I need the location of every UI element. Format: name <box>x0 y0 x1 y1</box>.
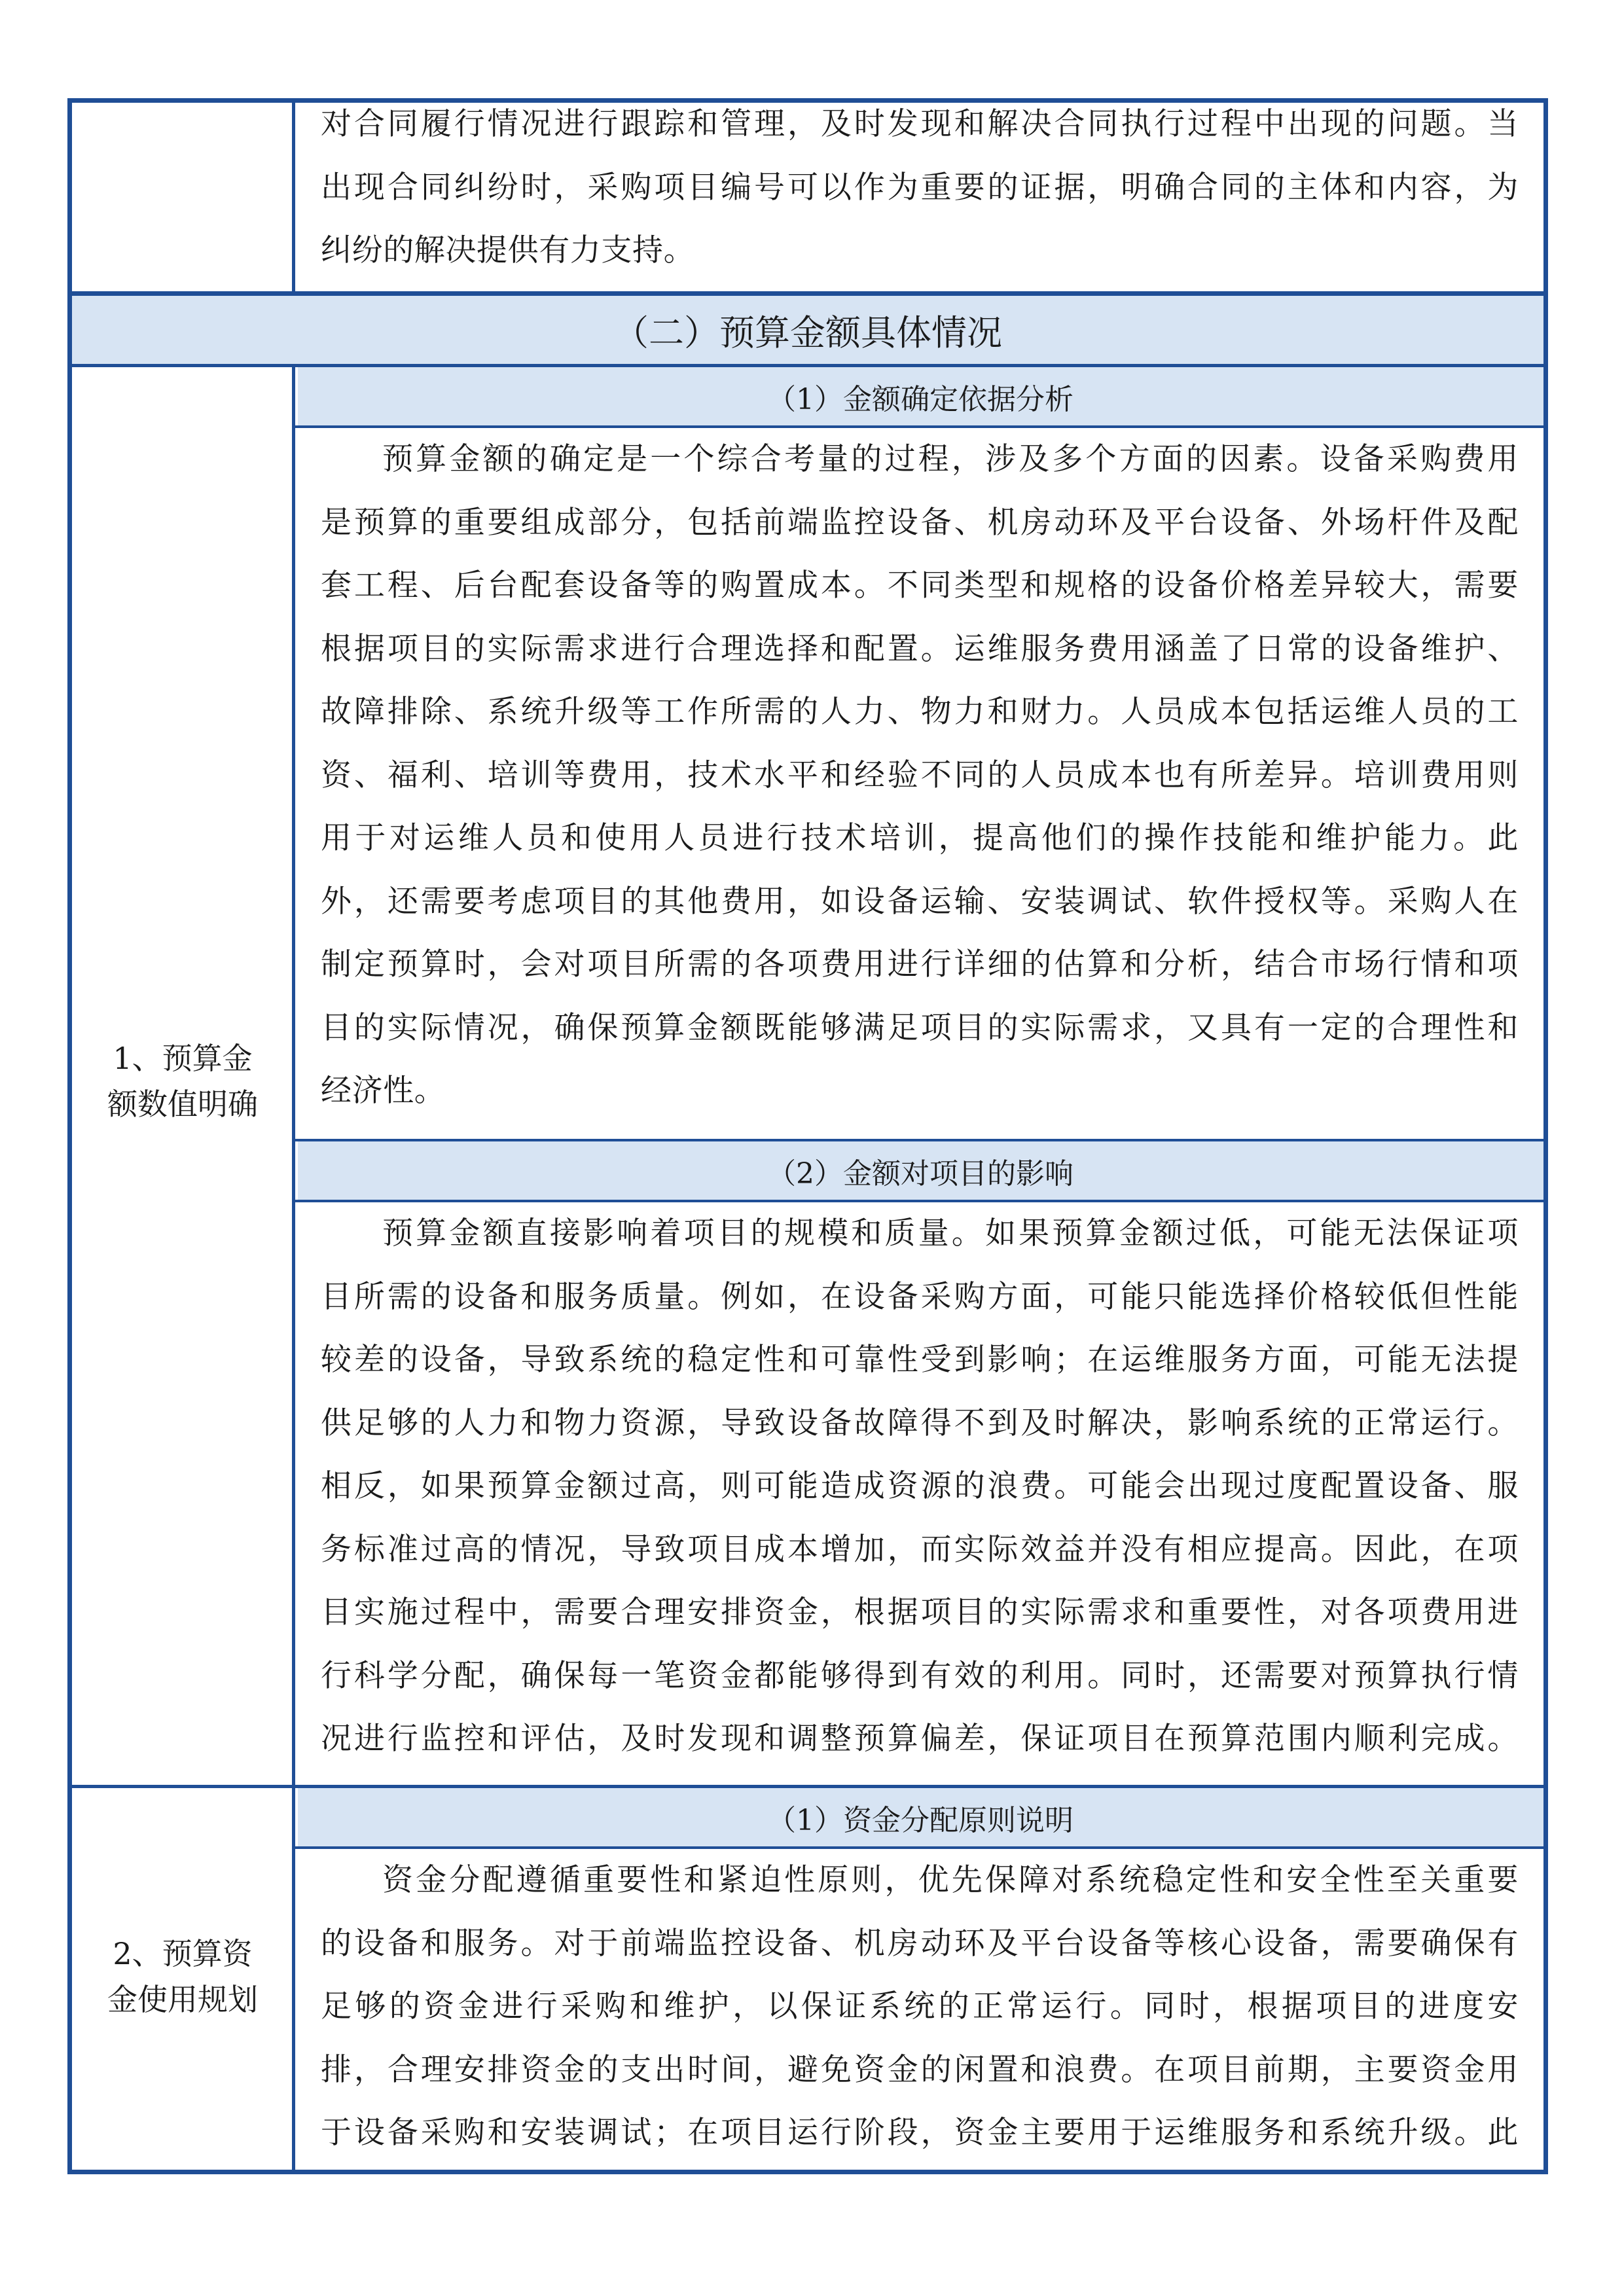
text-line: 制定预算时，会对项目所需的各项费用进行详细的估算和分析，结合市场行情和项 <box>321 946 1519 982</box>
text-line: 于设备采购和安装调试；在项目运行阶段，资金主要用于运维服务和系统升级。此 <box>321 2115 1519 2151</box>
row1-label-line1: 1、预算金 <box>113 1041 253 1076</box>
row1-sub2-title: （2）金额对项目的影响 <box>767 1157 1074 1191</box>
section-title: （二）预算金额具体情况 <box>613 312 1002 353</box>
text-line: 出现合同纠纷时，采购项目编号可以作为重要的证据，明确合同的主体和内容，为 <box>321 169 1519 206</box>
text-line: 套工程、后台配套设备等的购置成本。不同类型和规格的设备价格差异较大，需要 <box>321 567 1519 603</box>
text-line: 资金分配遵循重要性和紧迫性原则，优先保障对系统稳定性和安全性至关重要 <box>382 1862 1519 1898</box>
text-line: 故障排除、系统升级等工作所需的人力、物力和财力。人员成本包括运维人员的工 <box>321 694 1519 730</box>
text-line: 目实施过程中，需要合理安排资金，根据项目的实际需求和重要性，对各项费用进 <box>321 1594 1519 1630</box>
text-line: 目所需的设备和服务质量。例如，在设备采购方面，可能只能选择价格较低但性能 <box>321 1278 1519 1315</box>
text-line: 足够的资金进行采购和维护，以保证系统的正常运行。同时，根据项目的进度安 <box>321 1988 1519 2024</box>
row2-sub1-text <box>321 1849 1519 2165</box>
text-line: 资、福利、培训等费用，技术水平和经验不同的人员成本也有所差异。培训费用则 <box>321 757 1519 793</box>
section-band-divider-cover <box>292 296 295 364</box>
text-line: 相反，如果预算金额过高，则可能造成资源的浪费。可能会出现过度配置设备、服 <box>321 1468 1519 1504</box>
row1-label <box>72 1035 293 1127</box>
text-line: 外，还需要考虑项目的其他费用，如设备运输、安装调试、软件授权等。采购人在 <box>321 883 1519 920</box>
text-line: 纠纷的解决提供有力支持。 <box>321 232 695 268</box>
text-line: 预算金额的确定是一个综合考量的过程，涉及多个方面的因素。设备采购费用 <box>382 441 1519 477</box>
text-line: 供足够的人力和物力资源，导致设备故障得不到及时解决，影响系统的正常运行。 <box>321 1405 1519 1441</box>
text-line: 用于对运维人员和使用人员进行技术培训，提高他们的操作技能和维护能力。此 <box>321 820 1519 856</box>
text-line: 预算金额直接影响着项目的规模和质量。如果预算金额过低，可能无法保证项 <box>382 1215 1519 1251</box>
text-line: 是预算的重要组成部分，包括前端监控设备、机房动环及平台设备、外场杆件及配 <box>321 504 1519 541</box>
column-divider <box>292 103 295 2170</box>
row2-label-line1: 2、预算资 <box>113 1936 253 1971</box>
row1-sub1-title: （1）金额确定依据分析 <box>767 383 1074 416</box>
text-line: 对合同履行情况进行跟踪和管理，及时发现和解决合同执行过程中出现的问题。当 <box>321 106 1519 142</box>
text-line: 排，合理安排资金的支出时间，避免资金的闲置和浪费。在项目前期，主要资金用 <box>321 2051 1519 2088</box>
row1-label-line2: 额数值明确 <box>107 1086 258 1122</box>
row1-sub2-text <box>321 1202 1519 1771</box>
row2-label-line2: 金使用规划 <box>107 1982 258 2017</box>
text-line: 根据项目的实际需求进行合理选择和配置。运维服务费用涵盖了日常的设备维护、 <box>321 630 1519 667</box>
row2-sub1-title: （1）资金分配原则说明 <box>767 1804 1074 1837</box>
row1-sub1-text <box>321 428 1519 1123</box>
row2-label <box>72 1931 293 2022</box>
top-cell-text <box>321 93 1519 283</box>
text-line: 经济性。 <box>321 1073 446 1109</box>
text-line: 的设备和服务。对于前端监控设备、机房动环及平台设备等核心设备，需要确保有 <box>321 1925 1519 1962</box>
text-line: 目的实际情况，确保预算金额既能够满足项目的实际需求，又具有一定的合理性和 <box>321 1009 1519 1046</box>
text-line: 务标准过高的情况，导致项目成本增加，而实际效益并没有相应提高。因此，在项 <box>321 1531 1519 1568</box>
text-line: 况进行监控和评估，及时发现和调整预算偏差，保证项目在预算范围内顺利完成。 <box>321 1721 1519 1757</box>
text-line: 较差的设备，导致系统的稳定性和可靠性受到影响；在运维服务方面，可能无法提 <box>321 1342 1519 1378</box>
text-line: 行科学分配，确保每一笔资金都能够得到有效的利用。同时，还需要对预算执行情 <box>321 1657 1519 1694</box>
